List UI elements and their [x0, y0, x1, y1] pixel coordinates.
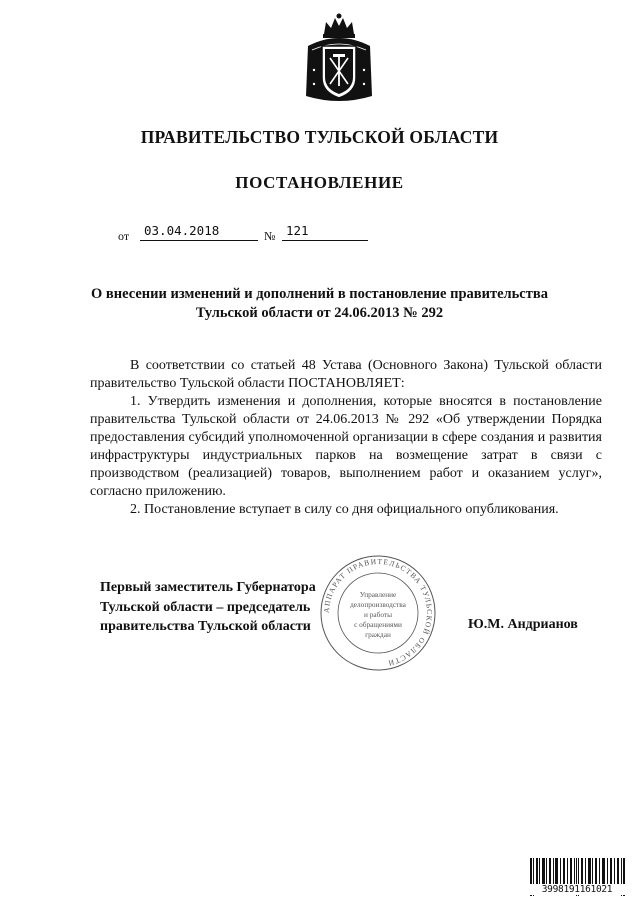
- subject-line-1: О внесении изменений и дополнений в постановление правительства: [91, 286, 548, 302]
- signatory-name: Ю.М. Андрианов: [468, 617, 578, 632]
- document-type: ПОСТАНОВЛЕНИЕ: [235, 173, 404, 192]
- registration-line: [118, 224, 378, 244]
- signatory-position: [100, 578, 316, 637]
- position-line-2: Тульской области – председатель: [100, 599, 311, 615]
- stamp-line-4: с обращениями: [354, 620, 402, 629]
- stamp-line-3: и работы: [364, 610, 392, 619]
- stamp-line-5: граждан: [365, 630, 391, 639]
- barcode-number: 3998191161021: [527, 884, 627, 895]
- date-value: 03.04.2018: [140, 224, 258, 241]
- number-label: №: [264, 229, 276, 243]
- position-line-3: правительства Тульской области: [100, 619, 311, 634]
- stamp-line-2: делопроизводства: [350, 600, 406, 609]
- tula-coat-of-arms-icon: [300, 12, 378, 108]
- document-subject: [0, 285, 639, 323]
- government-name: ПРАВИТЕЛЬСТВО ТУЛЬСКОЙ ОБЛАСТИ: [140, 127, 499, 147]
- body-paragraph-3: 2. Постановление вступает в силу со дня официального опубликования.: [130, 502, 559, 517]
- body-paragraph-1: В соответствии со статьей 48 Устава (Основного Закона) Тульской области правительство Тульской области ПОСТАНОВЛЯЕТ:: [90, 358, 602, 391]
- date-label: от: [118, 229, 130, 243]
- stamp-line-1: Управление: [359, 590, 397, 599]
- position-line-1: Первый заместитель Губернатора: [100, 580, 316, 595]
- body-paragraph-2: 1. Утвердить изменения и дополнения, которые вносятся в постановление правительства Тульской области от 24.06.2013 № 292 «Об утверждении Порядка предоставления субсидий уполномоченной организации в сфере создания и развития инфраструктуры индустриальных парков на возмещение затрат в связи с производством (реализацией) товаров, выполнением работ и оказанием услуг», согласно приложению.: [90, 394, 602, 499]
- stamp-outer-text: АППАРАТ ПРАВИТЕЛЬСТВА ТУЛЬСКОЙ ОБЛАСТИ: [321, 556, 435, 669]
- number-value: 121: [282, 224, 368, 241]
- document-body: [90, 357, 602, 519]
- official-stamp: [318, 553, 438, 673]
- subject-line-2: Тульской области от 24.06.2013 № 292: [195, 305, 444, 321]
